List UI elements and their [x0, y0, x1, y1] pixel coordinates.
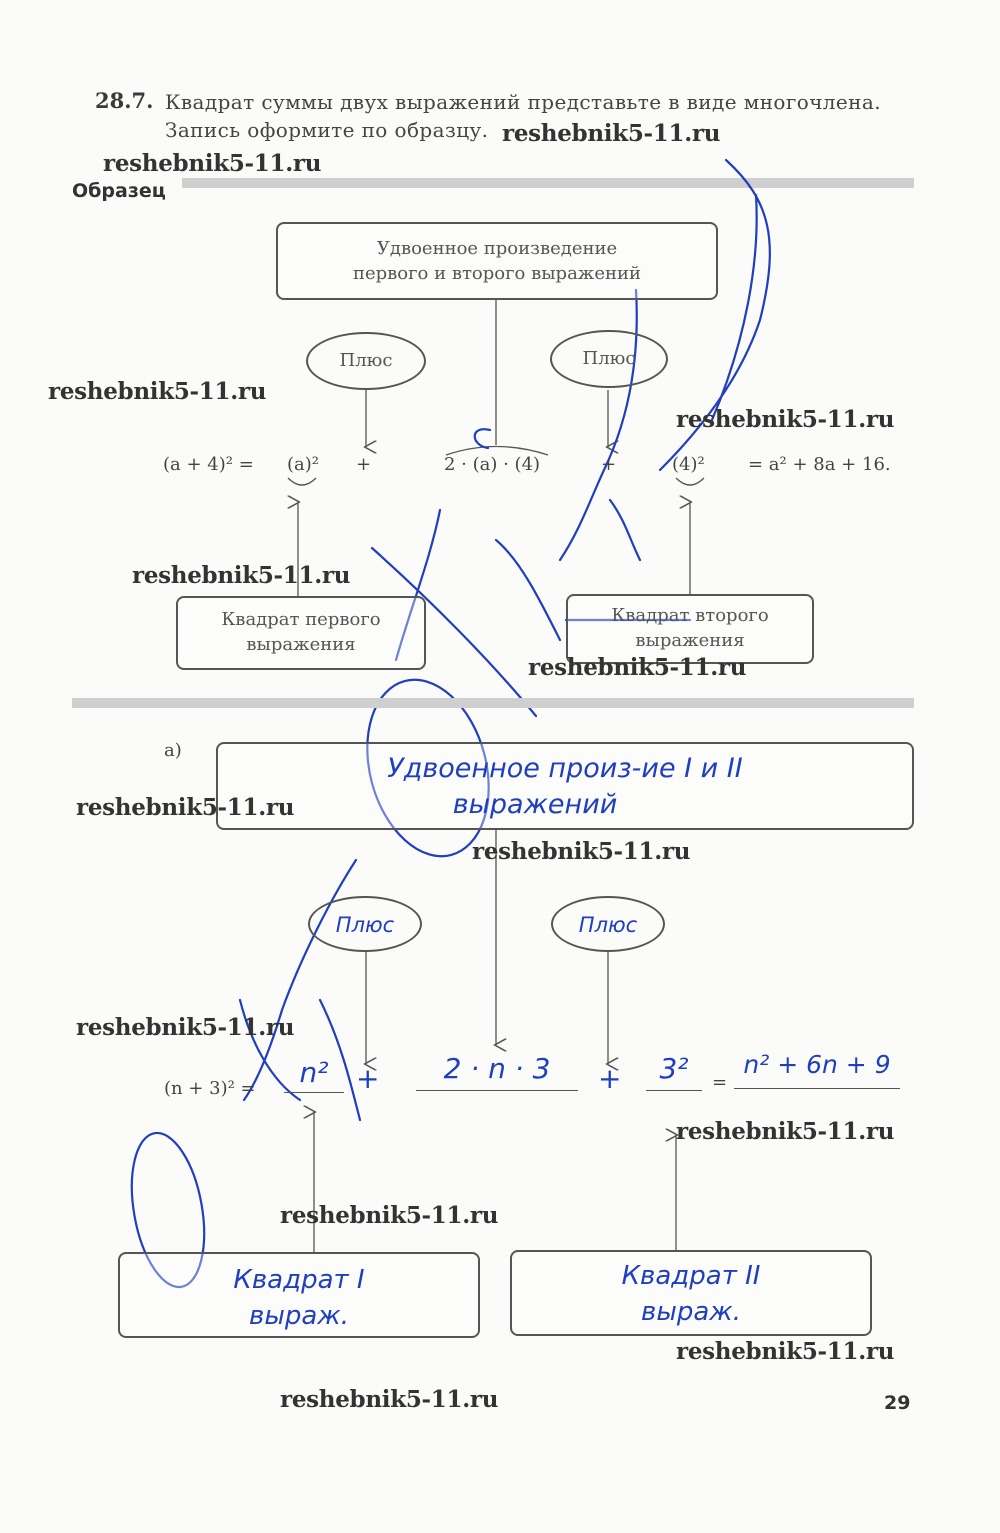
sample-label: Образец	[72, 180, 166, 202]
part-a-box-second-square	[510, 1250, 872, 1336]
watermark: reshebnik5-11.ru	[76, 794, 295, 821]
sample-box-double-product-line1: Удвоенное произведение	[376, 238, 618, 259]
task-line-1: Квадрат суммы двух выражений представьте в виде многочлена.	[165, 90, 881, 114]
part-a-oval-plus-left	[308, 896, 422, 952]
sample-oval-plus-left: Плюс	[306, 332, 426, 390]
watermark: reshebnik5-11.ru	[280, 1386, 499, 1413]
part-a-box-first-square-line1: Квадрат I	[233, 1265, 365, 1295]
watermark: reshebnik5-11.ru	[280, 1202, 499, 1229]
part-a-blank-term2[interactable]	[416, 1052, 578, 1091]
watermark: reshebnik5-11.ru	[676, 1118, 895, 1145]
brace-term1	[288, 478, 316, 485]
part-a-blank-result[interactable]	[734, 1050, 900, 1089]
watermark: reshebnik5-11.ru	[472, 838, 691, 865]
part-a-box-first-square	[118, 1252, 480, 1338]
part-a-box-double-product	[216, 742, 914, 830]
task-number: 28.7.	[95, 88, 154, 113]
watermark: reshebnik5-11.ru	[132, 562, 351, 589]
sample-oval-plus-right: Плюс	[550, 330, 668, 388]
sample-box-second-square-line1: Квадрат второго	[611, 605, 769, 626]
watermark: reshebnik5-11.ru	[76, 1014, 295, 1041]
part-a-oval-right-text: Плюс	[578, 913, 638, 937]
part-a-result: n² + 6n + 9	[743, 1050, 891, 1079]
watermark: reshebnik5-11.ru	[48, 378, 267, 405]
sample-box-first-square-line2: выражения	[246, 634, 356, 655]
watermark: reshebnik5-11.ru	[676, 1338, 895, 1365]
sample-term2: 2 · (a) · (4)	[444, 454, 541, 475]
part-a-box-second-square-line2: выраж.	[641, 1297, 741, 1327]
part-a-blank-term1[interactable]	[284, 1056, 344, 1093]
watermark: reshebnik5-11.ru	[502, 120, 721, 147]
part-a-box-double-product-line1: Удвоенное произ-ие I и II	[387, 753, 743, 784]
part-a-equals: =	[712, 1072, 728, 1093]
section-divider	[72, 698, 914, 708]
part-a-term3: 3²	[659, 1052, 689, 1085]
part-a-oval-plus-right	[551, 896, 665, 952]
part-a-box-first-square-line2: выраж.	[249, 1301, 349, 1331]
part-a-label: а)	[164, 740, 182, 761]
part-a-plus2: +	[598, 1062, 622, 1095]
part-a-box-double-product-line2: выражений	[452, 789, 618, 820]
page-number: 29	[884, 1392, 911, 1414]
watermark: reshebnik5-11.ru	[103, 150, 322, 177]
pen-scribble	[121, 160, 770, 1293]
part-a-term1: n²	[299, 1056, 329, 1089]
part-a-oval-left-text: Плюс	[335, 913, 395, 937]
part-a-blank-term3[interactable]	[646, 1052, 702, 1091]
sample-box-first-square-line1: Квадрат первого	[221, 609, 381, 630]
watermark: reshebnik5-11.ru	[528, 654, 747, 681]
sample-box-first-square	[176, 596, 426, 670]
part-a-formula-lhs: (n + 3)² =	[164, 1078, 256, 1099]
watermark: reshebnik5-11.ru	[676, 406, 895, 433]
sample-plus2: +	[601, 454, 617, 475]
sample-box-double-product	[276, 222, 718, 300]
part-a-plus1: +	[356, 1062, 380, 1095]
sample-term1: (a)²	[287, 454, 319, 475]
sample-result: = a² + 8a + 16.	[748, 454, 891, 475]
sample-box-double-product-line2: первого и второго выражений	[352, 263, 642, 284]
sample-term3: (4)²	[672, 454, 705, 475]
sample-plus1: +	[356, 454, 372, 475]
part-a-box-second-square-line1: Квадрат II	[621, 1261, 761, 1291]
sample-formula-lhs: (a + 4)² =	[163, 454, 254, 475]
brace-term3	[676, 478, 704, 485]
task-line-2: Запись оформите по образцу.	[165, 118, 489, 142]
sample-box-second-square-line2: выражения	[635, 630, 745, 651]
part-a-term2: 2 · n · 3	[443, 1052, 551, 1085]
